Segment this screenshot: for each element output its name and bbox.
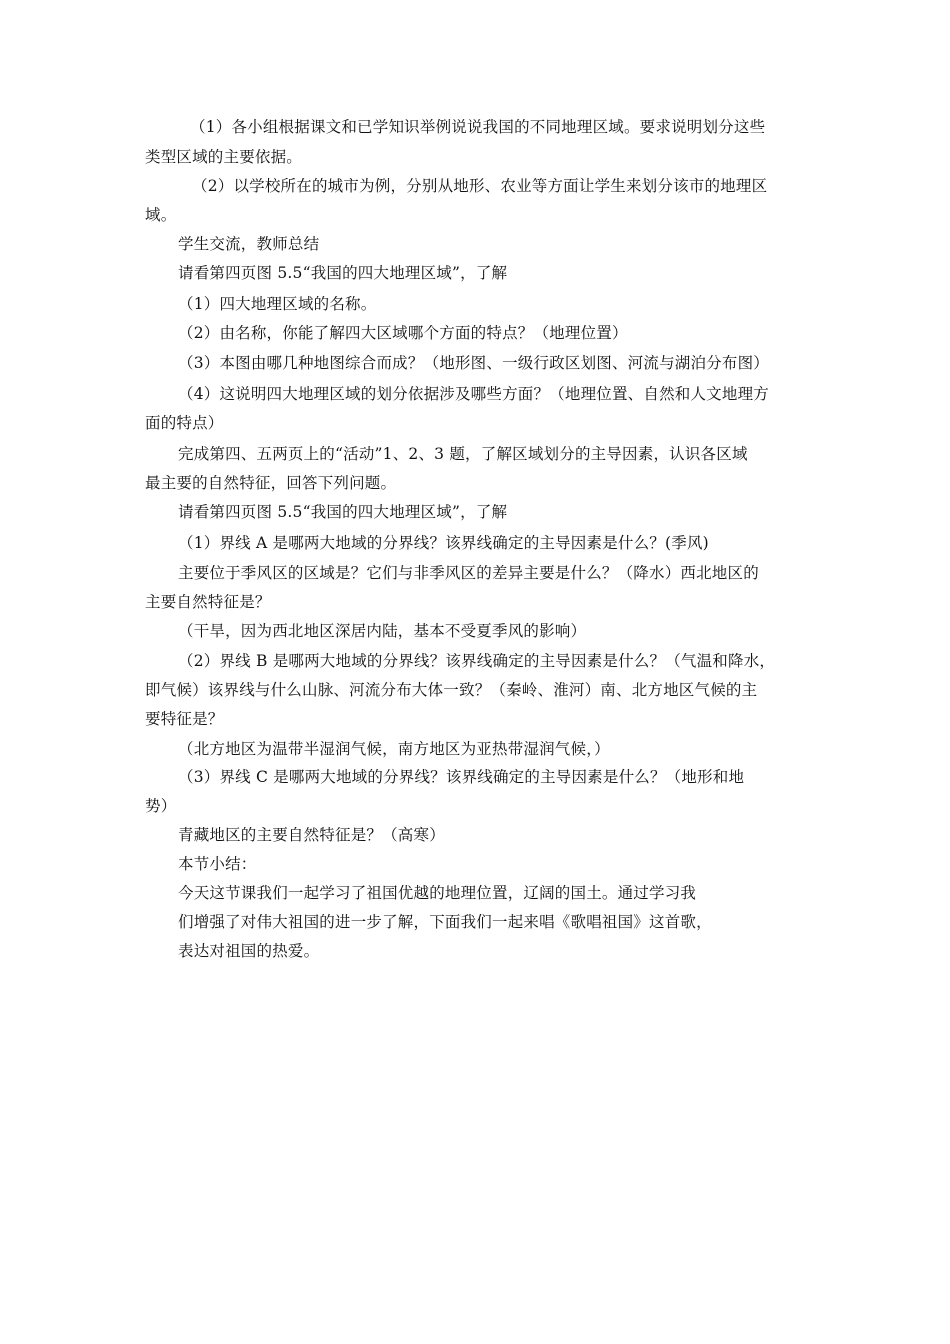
text-line: 们增强了对伟大祖国的进一步了解，下面我们一起来唱《歌唱祖国》这首歌， [178,913,712,931]
text-line: （北方地区为温带半湿润气候，南方地区为亚热带湿润气候，） [178,740,610,758]
text-line: 面的特点） [145,414,224,432]
text-line: 主要自然特征是？ [145,593,271,611]
text-line: 域。 [145,206,177,224]
text-line: （2）界线 B 是哪两大地域的分界线？该界线确定的主导因素是什么？（气温和降水， [178,652,776,670]
text-line: （1）各小组根据课文和已学知识举例说说我国的不同地理区域。要求说明划分这些 [190,118,766,136]
text-line: 表达对祖国的热爱。 [178,942,320,960]
text-line: 请看第四页图 5.5“我国的四大地理区域”，了解 [178,264,508,282]
text-line: （1）界线 A 是哪两大地域的分界线？该界线确定的主导因素是什么？(季风) [178,534,709,552]
text-line: 类型区域的主要依据。 [145,148,303,166]
text-line: 势） [145,797,177,815]
text-line: 请看第四页图 5.5“我国的四大地理区域”，了解 [178,503,508,521]
text-line: 主要位于季风区的区域是？它们与非季风区的差异主要是什么？（降水）西北地区的 [178,564,759,582]
text-line: （2）以学校所在的城市为例，分别从地形、农业等方面让学生来划分该市的地理区 [192,177,768,195]
text-line: （2）由名称，你能了解四大区域哪个方面的特点？（地理位置） [178,324,628,342]
text-line: 学生交流，教师总结 [178,235,320,253]
text-line: （1）四大地理区域的名称。 [178,295,377,313]
text-line: 最主要的自然特征，回答下列问题。 [145,474,397,492]
text-line: 今天这节课我们一起学习了祖国优越的地理位置，辽阔的国土。通过学习我 [178,884,697,902]
text-line: 要特征是？ [145,710,224,728]
text-line: 完成第四、五两页上的“活动”1、2、3 题，了解区域划分的主导因素，认识各区域 [178,445,748,463]
text-line: （4）这说明四大地理区域的划分依据涉及哪些方面？（地理位置、自然和人文地理方 [178,385,769,403]
text-line: 本节小结： [178,855,257,873]
text-line: （3）界线 C 是哪两大地域的分界线？该界线确定的主导因素是什么？（地形和地 [178,768,745,786]
text-line: （3）本图由哪几种地图综合而成？（地形图、一级行政区划图、河流与湖泊分布图） [178,354,769,372]
text-line: 即气候）该界线与什么山脉、河流分布大体一致？（秦岭、淮河）南、北方地区气候的主 [145,681,758,699]
text-line: （干旱，因为西北地区深居内陆，基本不受夏季风的影响） [178,622,587,640]
text-line: 青藏地区的主要自然特征是？（高寒） [178,826,445,844]
